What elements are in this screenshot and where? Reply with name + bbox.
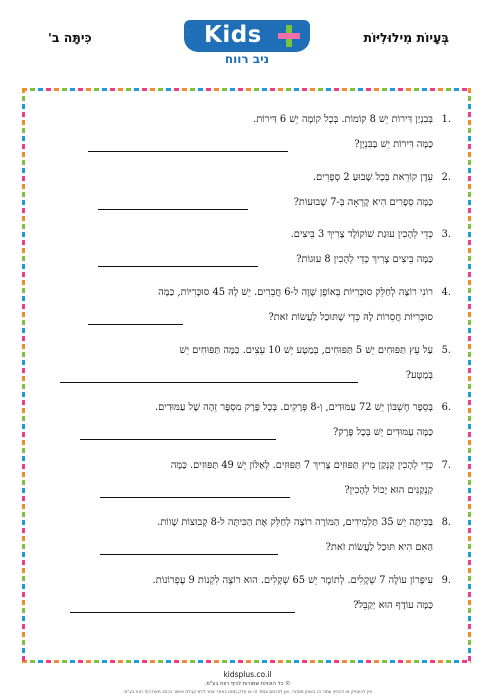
footer-url[interactable]: kidsplus.co.il xyxy=(223,670,272,679)
question-text: רוֹנִי רוֹצָה לְחַלֵּק סוּכָּרִיּוֹת בְּאוֹפֶן שָׁוֶה ל-6 חֲבֵרִים. יֵשׁ לָהּ 45 סוּכָּרִיּוֹת, כַּמָּה xyxy=(158,287,433,298)
question-text: כְּדֵי לְהָכִין עוּגַת שׁוֹקוֹלָד צָרִיךְ 3 בֵּיצִים. xyxy=(290,229,433,240)
question-prompt: כַּמָּה דִּירוֹת יֵשׁ בַּבִּנְיָן? xyxy=(354,139,433,150)
question-text: בְּסֵפֶר חֶשְׁבּוֹן יֵשׁ 72 עַמּוּדִים, וְ-8 פְּרָקִים. בְּכָל פֶּרֶק מִסְפָּר זֵהֶה שֶׁל עַמּוּדִים. xyxy=(155,402,433,413)
question-number: 2. xyxy=(441,172,451,183)
answer-line[interactable] xyxy=(98,266,258,267)
question-number: 4. xyxy=(441,287,451,298)
answer-line[interactable] xyxy=(70,612,295,613)
answer-line[interactable] xyxy=(100,554,278,555)
question-prompt: כַּמָּה בֵּיצִים צָרִיךְ כְּדֵי לְהָכִין 8 עוּגוֹת? xyxy=(296,254,433,265)
question-prompt: הַאִם הִיא תּוּכַל לַעֲשׂוֹת זֹאת? xyxy=(325,542,433,553)
logo-text: Kids xyxy=(204,22,262,48)
question-text: בְּבִנְיַן דִּירוֹת יֵשׁ 8 קוֹמוֹת. בְּכָל קוֹמָה יֵשׁ 6 דִּירוֹת. xyxy=(253,114,433,125)
footer-legal-notice: אין להעתיק או להפיץ עמוד זה באופן מסחרי, אין לפרסם עמוד זה או חלק ממנו באתר אחר ללא קבלת אישור בכתב מאת כיף רווח בע"מ. xyxy=(123,690,372,695)
question-text: כְּדֵי לְהָכִין קַנְקַן מִיץ תַּפּוּזִים צָרִיךְ 7 תַּפּוּזִים. לְאַלּוֹן יֵשׁ 49 תַּפּוּזִים. כַּמָּה xyxy=(170,460,433,471)
footer-copyright: © כל הזכויות שמורות לכיף רווח בע"מ. xyxy=(204,681,291,687)
question-number: 5. xyxy=(441,345,451,356)
answer-line[interactable] xyxy=(88,151,288,152)
answer-line[interactable] xyxy=(80,439,276,440)
question-text: עֵדֶן קוֹרֵאת בְּכָל שָׁבוּעַ 2 סְפָרִים. xyxy=(312,172,433,183)
question-prompt: קַנְקַנִּים הוּא יָכוֹל לְהָכִין? xyxy=(344,485,433,496)
answer-line[interactable] xyxy=(100,497,290,498)
question-number: 1. xyxy=(441,114,451,125)
worksheet-title: בְּעָיוֹת מִילוּלִיּוֹת xyxy=(363,30,449,45)
question-text: בַּכִּיתָּה יֵשׁ 35 תַּלְמִידִים, הַמּוֹרָה רוֹצָה לְחַלֵּק אֶת הַכִּיתָּה ל-8 קְבוּצוֹת שָׁווֹת. xyxy=(157,517,433,528)
grade-label: כִּיתָּה ב' xyxy=(48,30,92,45)
plus-icon xyxy=(278,25,300,47)
question-number: 7. xyxy=(441,460,451,471)
question-prompt: כַּמָּה סְפָרִים הִיא קָרְאָה בְּ-7 שָׁבוּעוֹת? xyxy=(293,197,433,208)
answer-line[interactable] xyxy=(98,209,248,210)
question-text: עַל עֵץ תַּפּוּחִים יֵשׁ 5 תַּפּוּחִים, בְּמַטָּע יֵשׁ 10 עֵצִים. כַּמָּה תַּפּוּחִים יֵשׁ xyxy=(179,345,433,356)
answer-line[interactable] xyxy=(88,324,183,325)
question-number: 3. xyxy=(441,229,451,240)
logo-subtitle: ניב רווח xyxy=(224,52,270,66)
question-number: 6. xyxy=(441,402,451,413)
question-number: 9. xyxy=(441,575,451,586)
question-number: 8. xyxy=(441,517,451,528)
question-prompt: כַּמָּה עוֹדֶף הוּא יְקַבֵּל? xyxy=(353,600,433,611)
logo-badge xyxy=(184,20,310,52)
answer-line[interactable] xyxy=(60,382,358,383)
question-prompt: בְּמַטָּע? xyxy=(405,370,433,381)
question-text: עִיפָּרוֹן עוֹלֶה 7 שְׁקָלִים. לְתוֹמֶר יֵשׁ 65 שְׁקָלִים. הוּא רוֹצֶה לִקְנוֹת 9 עֶפְרוֹנוֹת. xyxy=(152,575,433,586)
question-prompt: כַּמָּה עַמּוּדִים יֵשׁ בְּכָל פֶּרֶק? xyxy=(333,427,433,438)
question-prompt: סוּכָּרִיּוֹת חֲסֵרוֹת לָהּ כְּדֵי שֶׁתּוּכַל לַעֲשׂוֹת זֹאת? xyxy=(268,312,433,323)
kidsplus-logo[interactable] xyxy=(184,20,310,66)
